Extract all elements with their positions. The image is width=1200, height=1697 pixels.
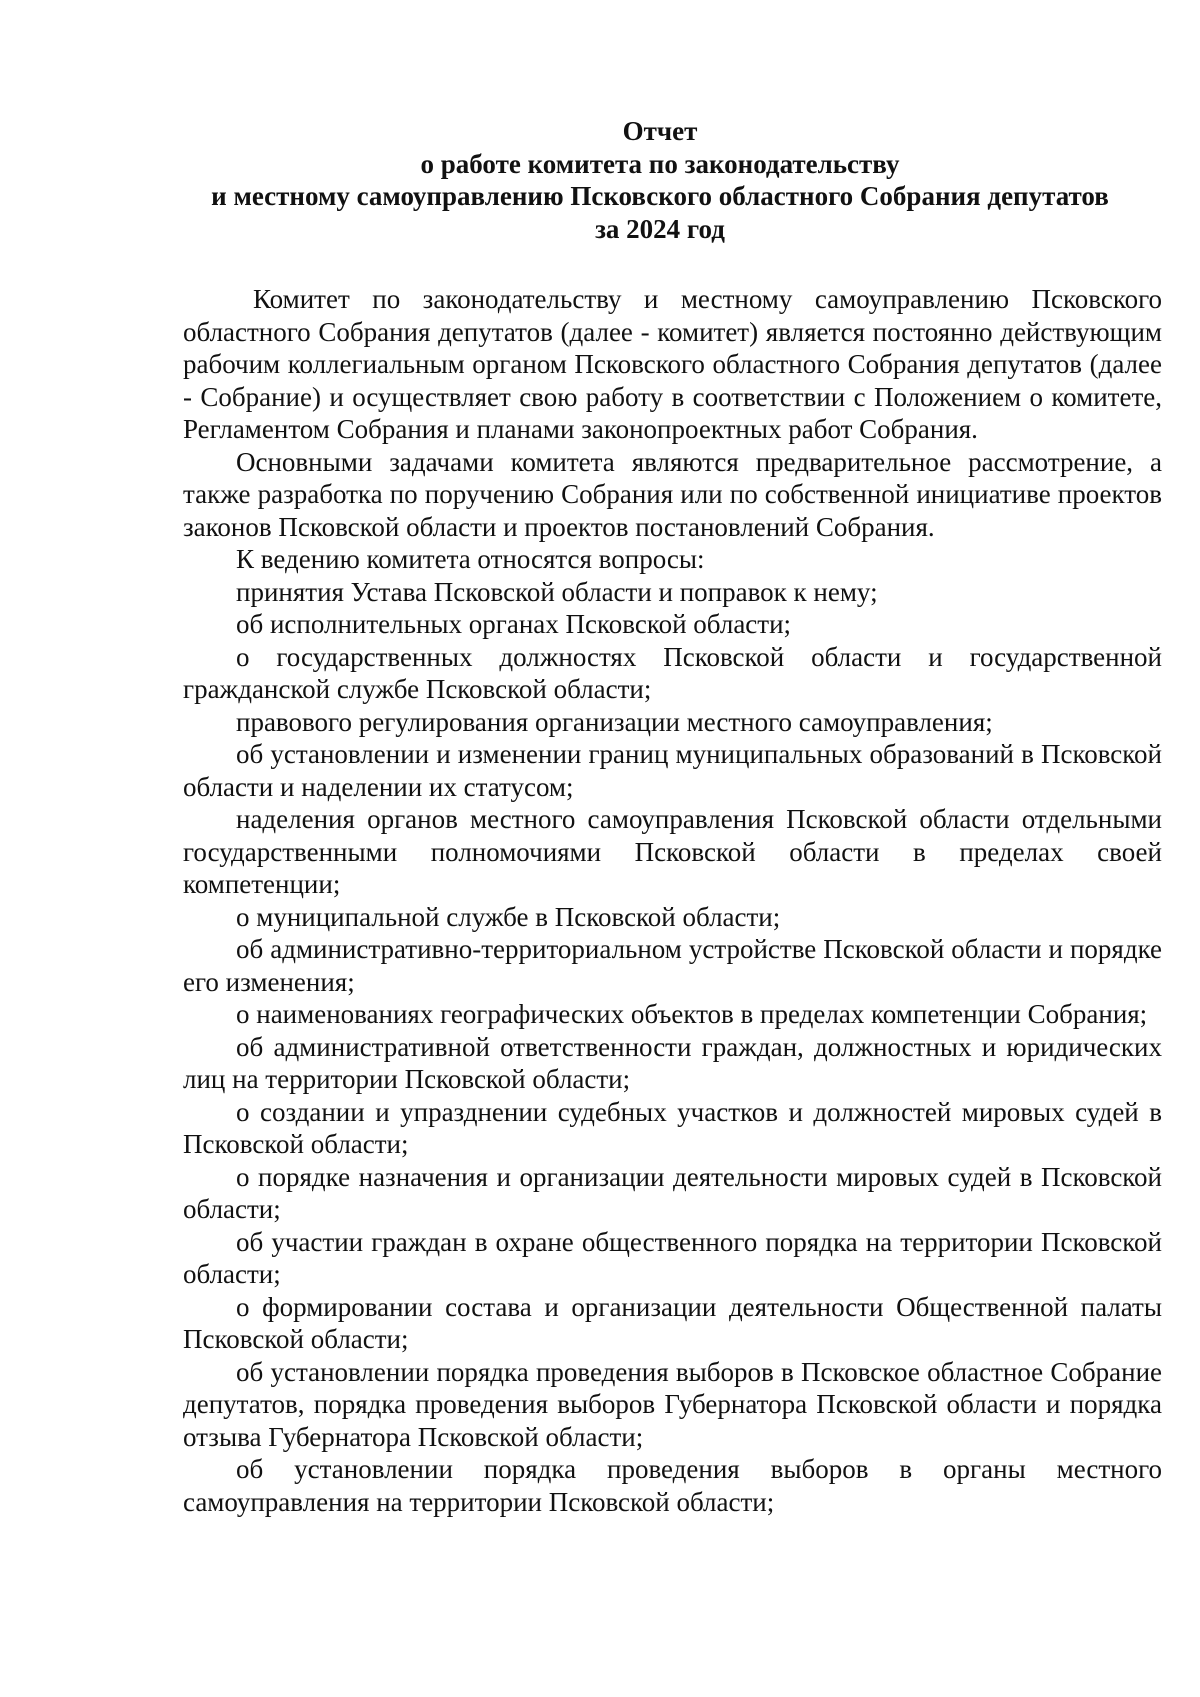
- list-item: принятия Устава Псковской области и поправок к нему;: [236, 576, 878, 607]
- list-item: об установлении порядка проведения выборов в органы местного самоуправления на территории Псковской области;: [183, 1454, 1162, 1517]
- paragraph-competence-heading: К ведению комитета относятся вопросы:: [236, 544, 705, 574]
- list-item: о государственных должностях Псковской области и государственной гражданской службе Псковской области;: [183, 641, 1162, 704]
- list-item: об административно-территориальном устройстве Псковской области и порядке его изменения;: [183, 934, 1162, 997]
- title-line-3: и местному самоуправлению Псковского областного Собрания депутатов: [211, 181, 1109, 211]
- title-line-4: за 2024 год: [595, 213, 725, 244]
- list-item: о муниципальной службе в Псковской области;: [236, 901, 781, 932]
- list-item: наделения органов местного самоуправления Псковской области отдельными государственными полномочиями Псковской области в пределах своей компетенции;: [183, 804, 1162, 899]
- list-item: об исполнительных органах Псковской области;: [236, 609, 792, 639]
- list-item: о формировании состава и организации деятельности Общественной палаты Псковской области;: [183, 1291, 1162, 1354]
- title-line-1: Отчет: [622, 116, 698, 146]
- list-item: об участии граждан в охране общественного порядка на территории Псковской области;: [183, 1226, 1162, 1289]
- paragraph-tasks: Основными задачами комитета являются предварительное рассмотрение, а также разработка по поручению Собрания или по собственной инициативе проектов законов Псковской области и проектов постановлений Собрания.: [183, 446, 1162, 542]
- list-item: о порядке назначения и организации деятельности мировых судей в Псковской области;: [183, 1161, 1162, 1224]
- list-item: об административной ответственности граждан, должностных и юридических лиц на территории Псковской области;: [183, 1031, 1162, 1094]
- document-body: [183, 283, 1162, 1518]
- list-item: правового регулирования организации местного самоуправления;: [236, 706, 993, 737]
- list-item: о создании и упразднении судебных участков и должностей мировых судей в Псковской области;: [183, 1096, 1162, 1159]
- document-title: [160, 115, 1160, 245]
- paragraph-intro: Комитет по законодательству и местному самоуправлению Псковского областного Собрания депутатов (далее - комитет) является постоянно действующим рабочим коллегиальным органом Псковского областного Собрания депутатов (далее - Собрание) и осуществляет свою работу в соответствии с Положением о комитете, Регламентом Собрания и планами законопроектных работ Собрания.: [183, 284, 1162, 444]
- list-item: об установлении порядка проведения выборов в Псковское областное Собрание депутатов, порядка проведения выборов Губернатора Псковской области и порядка отзыва Губернатора Псковской области;: [183, 1356, 1162, 1452]
- title-line-2: о работе комитета по законодательству: [420, 148, 900, 179]
- list-item: об установлении и изменении границ муниципальных образований в Псковской области и наделении их статусом;: [183, 739, 1162, 802]
- list-item: о наименованиях географических объектов в пределах компетенции Собрания;: [236, 999, 1148, 1029]
